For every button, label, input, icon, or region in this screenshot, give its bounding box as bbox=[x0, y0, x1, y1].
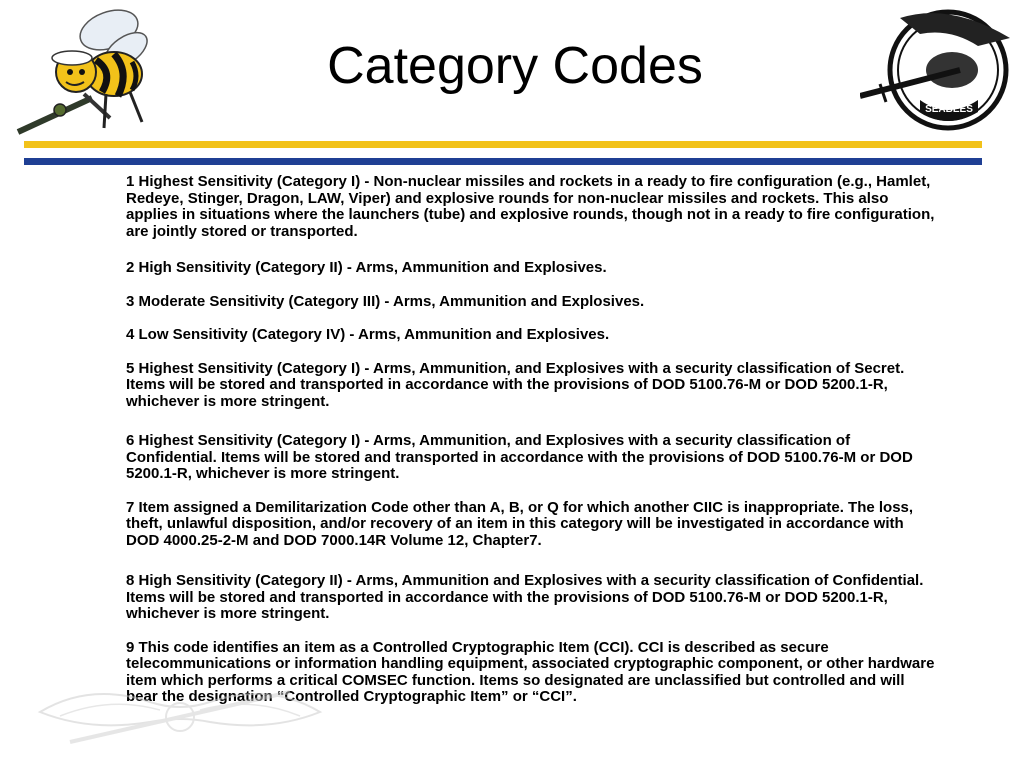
seabees-emblem-label: SEABEES bbox=[925, 104, 973, 115]
category-code-list bbox=[126, 174, 938, 706]
category-code-item: 3 Moderate Sensitivity (Category III) - Arms, Ammunition and Explosives. bbox=[126, 292, 645, 310]
category-code-item: 1 Highest Sensitivity (Category I) - Non-nuclear missiles and rockets in a ready to fire configuration (e.g., Hamlet, Redeye, Stinger, Dragon, LAW, Viper) and explosive rounds for non-nuclear missiles and rockets. This also applies in situations where the launchers (tube) and explosive rounds, though not in a ready to fire configuration, are jointly stored or transported. bbox=[126, 173, 935, 240]
category-code-item: 2 High Sensitivity (Category II) - Arms, Ammunition and Explosives. bbox=[126, 259, 607, 276]
seabees-emblem-icon bbox=[860, 8, 1020, 134]
category-code-item: 9 This code identifies an item as a Controlled Cryptographic Item (CCI). CCI is described as secure telecommunications or information handling equipment, associated cryptographic component, or other hardware item which performs a critical COMSEC function. Items so designated are unclassified but controlled and will bear the designation “Controlled Cryptographic Item” or “CCI”. bbox=[126, 638, 935, 705]
category-code-item: 5 Highest Sensitivity (Category I) - Arms, Ammunition, and Explosives with a security classification of Secret. Items will be stored and transported in accordance with the provisions of DOD 5100.76-M or DOD 5200.1-R, whichever is more stringent. bbox=[126, 359, 905, 410]
blue-divider-stripe bbox=[24, 158, 982, 165]
category-code-item: 8 High Sensitivity (Category II) - Arms, Ammunition and Explosives with a security classification of Confidential. Items will be stored and transported in accordance with the provisions of DOD 5100.76-M or DOD 5200.1-R, whichever is more stringent. bbox=[126, 572, 924, 622]
insignia-watermark-icon bbox=[30, 672, 330, 762]
slide-title: Category Codes bbox=[327, 37, 703, 95]
gold-divider-stripe bbox=[24, 141, 982, 148]
category-code-item: 4 Low Sensitivity (Category IV) - Arms, Ammunition and Explosives. bbox=[126, 326, 610, 343]
category-code-item: 7 Item assigned a Demilitarization Code other than A, B, or Q for which another CIIC is inappropriate. The loss, theft, unlawful disposition, and/or recovery of an item in this category will be investigated in accordance with DOD 4000.25-2-M and DOD 7000.14R Volume 12, Chapter7. bbox=[126, 498, 914, 549]
category-code-item: 6 Highest Sensitivity (Category I) - Arms, Ammunition, and Explosives with a security classification of Confidential. Items will be stored and transported in accordance with the provisions of DOD 5100.76-M or DOD 5200.1-R, whichever is more stringent. bbox=[126, 432, 913, 482]
seabee-mascot-icon bbox=[14, 2, 164, 138]
